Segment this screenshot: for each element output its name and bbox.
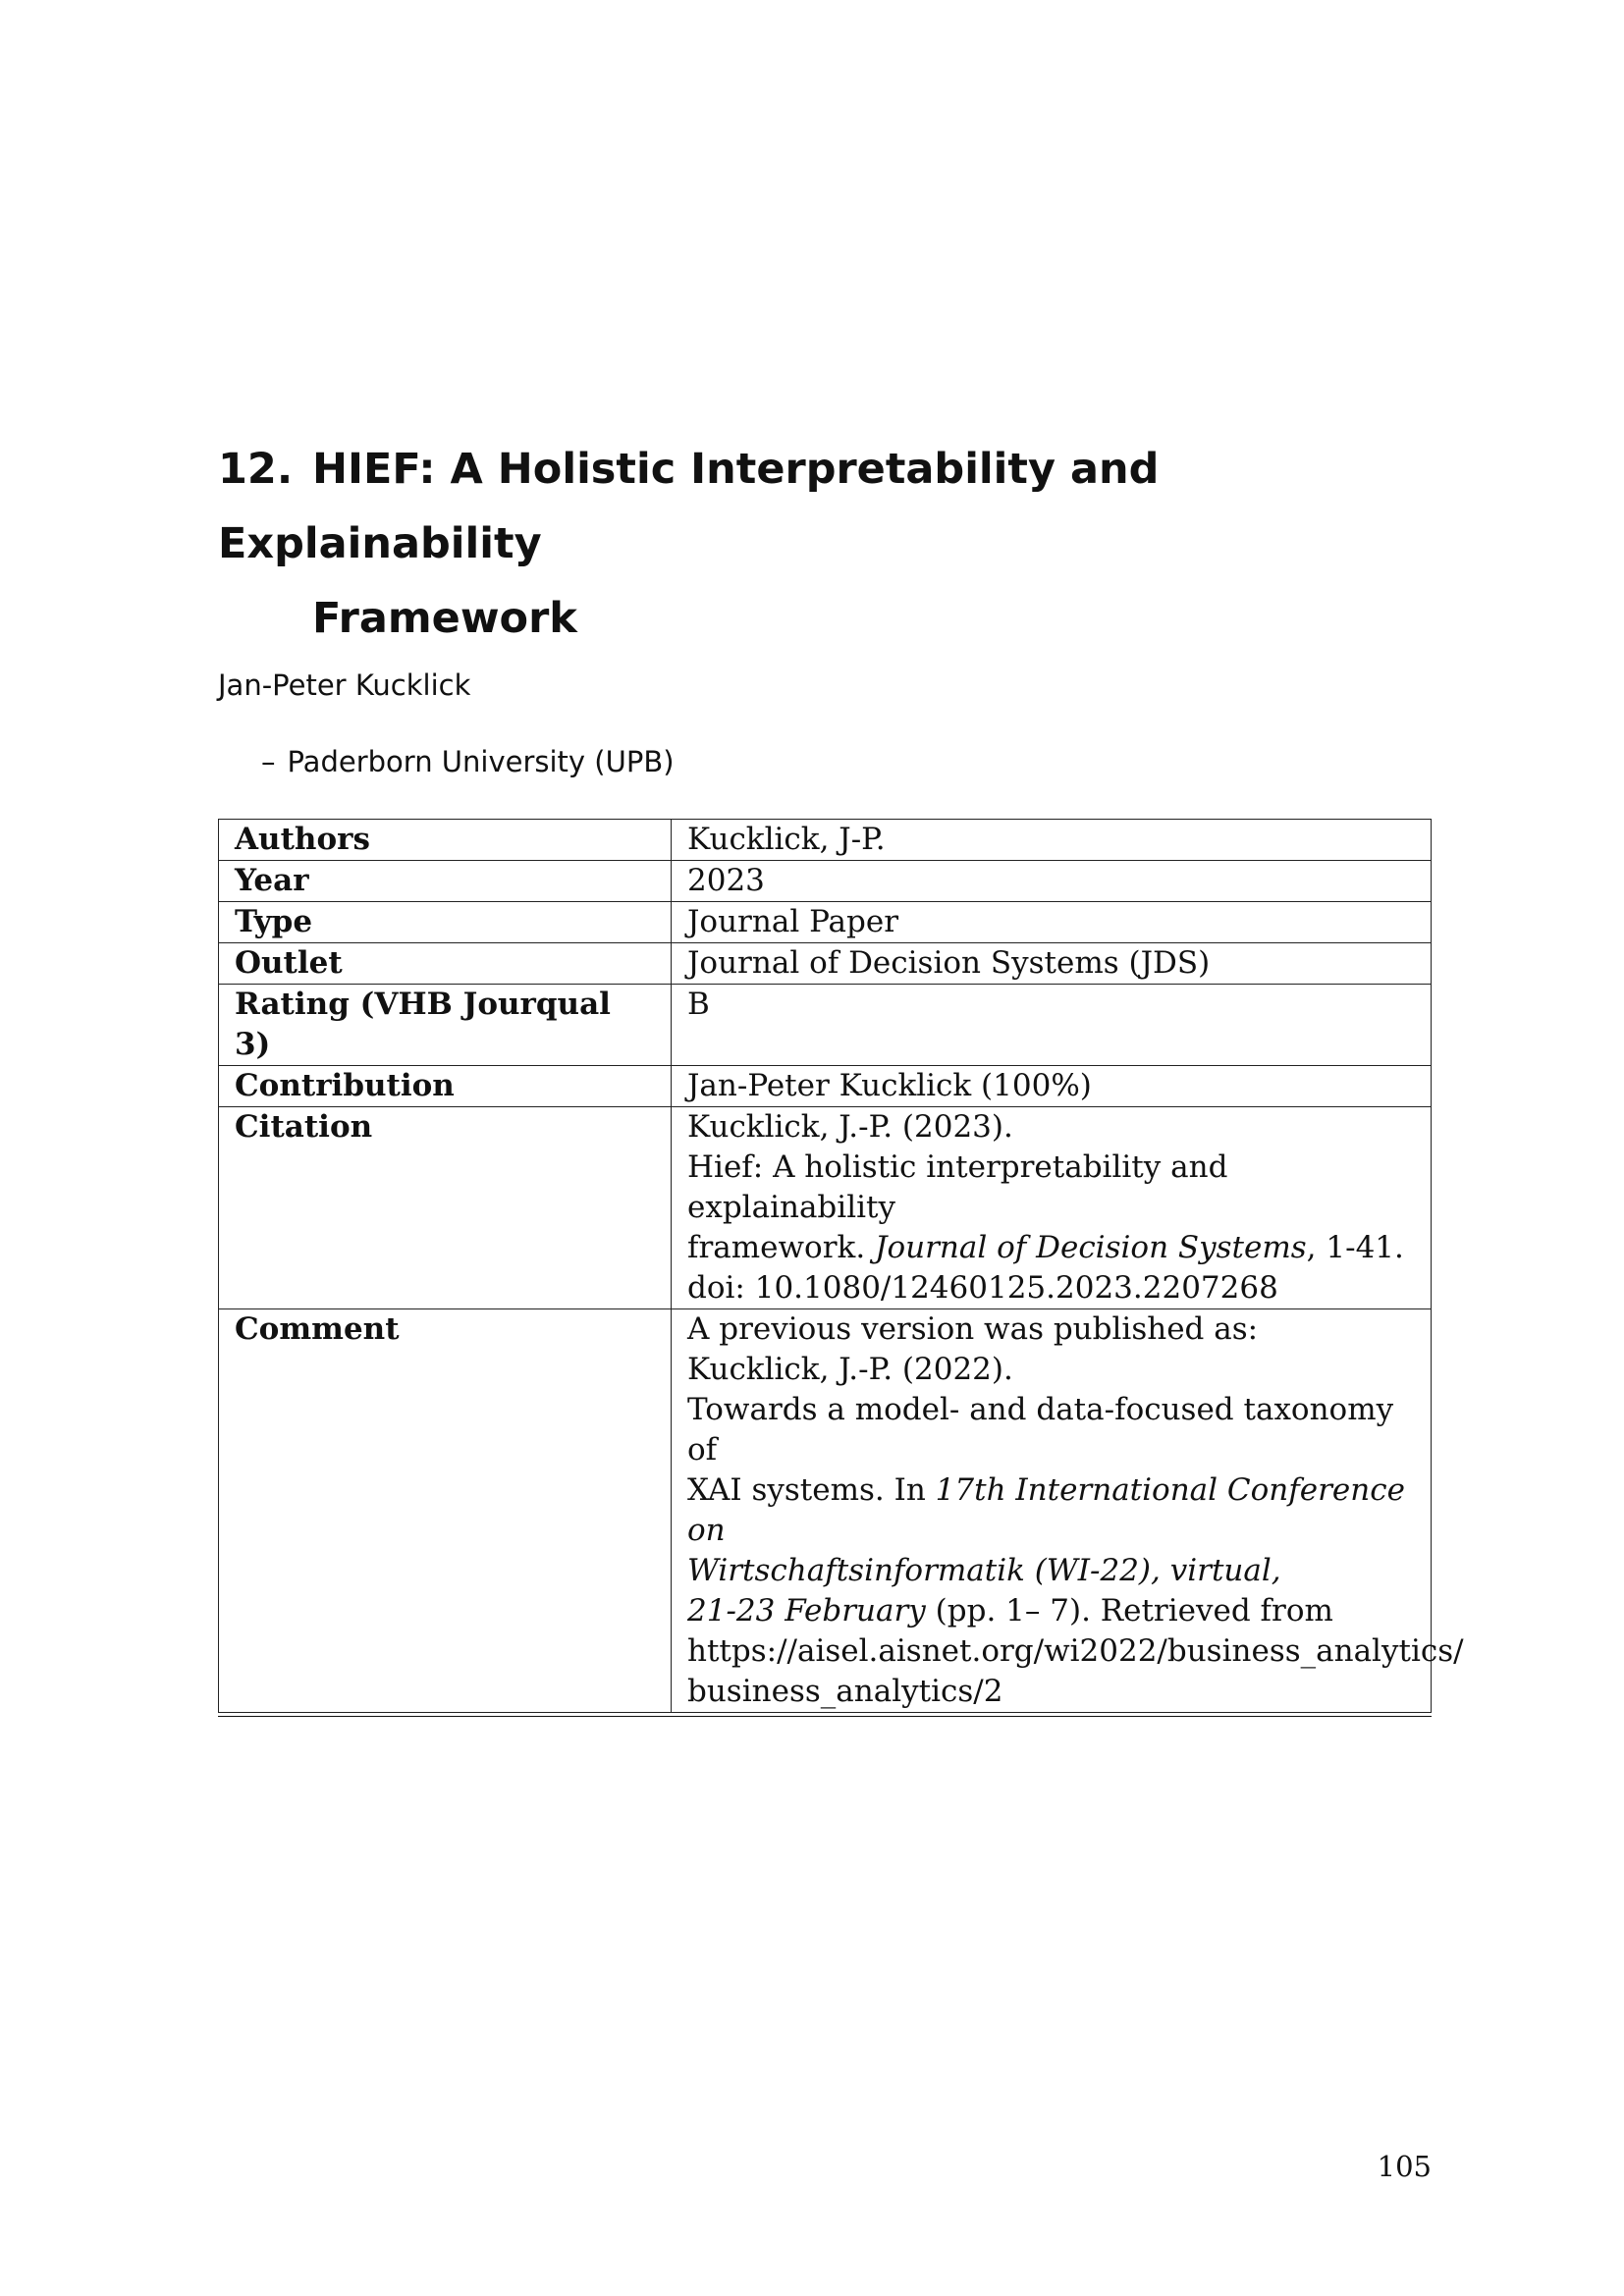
table-row-authors <box>219 820 1432 861</box>
chapter-title-line-2: Framework <box>312 594 577 643</box>
outlet-value: Journal of Decision Systems (JDS) <box>672 943 1432 985</box>
comment-line-6-text: (pp. 1– 7). Retrieved from <box>925 1593 1333 1629</box>
comment-url-line-2: business_analytics/2 <box>687 1674 1003 1709</box>
table-row-type <box>219 902 1432 943</box>
rating-key: Rating (VHB Jourqual 3) <box>219 985 672 1066</box>
comment-conference-date: 21-23 February <box>687 1593 926 1629</box>
type-key: Type <box>219 902 672 943</box>
year-key: Year <box>219 861 672 902</box>
table-row-contribution <box>219 1066 1432 1107</box>
page-number: 105 <box>1377 2150 1432 2183</box>
chapter-number: 12. <box>218 445 294 494</box>
comment-value <box>672 1309 1464 1713</box>
comment-line-4-text: XAI systems. In <box>687 1472 936 1508</box>
chapter-title-line-1 <box>218 432 1435 581</box>
citation-key: Citation <box>219 1107 672 1309</box>
comment-conference-name: 17th International Conference on <box>687 1472 1405 1548</box>
publication-table <box>218 819 1464 1713</box>
citation-value <box>672 1107 1432 1309</box>
citation-pages: , 1-41. <box>1306 1230 1404 1265</box>
chapter-title-text-1: HIEF: A Holistic Interpretability and Explainability <box>218 445 1160 568</box>
rating-value: B <box>672 985 1432 1066</box>
comment-key: Comment <box>219 1309 672 1713</box>
table-row-rating <box>219 985 1432 1066</box>
citation-doi: doi: 10.1080/12460125.2023.2207268 <box>687 1270 1278 1306</box>
table-row-citation <box>219 1107 1432 1309</box>
affiliation <box>261 742 675 781</box>
citation-line-1: Kucklick, J.-P. (2023). <box>687 1109 1013 1145</box>
table-row-comment <box>219 1309 1432 1713</box>
comment-line-6 <box>687 1591 1415 1631</box>
comment-line-5: Wirtschaftsinformatik (WI-22), virtual, <box>687 1553 1281 1588</box>
contribution-value: Jan-Peter Kucklick (100%) <box>672 1066 1432 1107</box>
table-row-outlet <box>219 943 1432 985</box>
comment-line-1: A previous version was published as: <box>687 1311 1259 1347</box>
citation-journal-name: Journal of Decision Systems <box>875 1230 1307 1265</box>
comment-line-3: Towards a model- and data-focused taxonomy of <box>687 1392 1394 1468</box>
publication-table-wrapper <box>218 819 1464 1717</box>
affiliation-dash: – <box>261 745 276 778</box>
authors-key: Authors <box>219 820 672 861</box>
author-name: Jan-Peter Kucklick <box>218 668 471 702</box>
contribution-key: Contribution <box>219 1066 672 1107</box>
outlet-key: Outlet <box>219 943 672 985</box>
authors-value: Kucklick, J-P. <box>672 820 1432 861</box>
citation-line-2: Hief: A holistic interpretability and explainability <box>687 1149 1228 1225</box>
type-value: Journal Paper <box>672 902 1432 943</box>
citation-line-3 <box>687 1228 1415 1268</box>
comment-line-4 <box>687 1470 1415 1551</box>
affiliation-name: Paderborn University (UPB) <box>287 745 675 778</box>
comment-line-2: Kucklick, J.-P. (2022). <box>687 1352 1013 1387</box>
chapter-heading <box>218 432 1435 656</box>
year-value: 2023 <box>672 861 1432 902</box>
citation-line-3-text: framework. <box>687 1230 876 1265</box>
comment-url-line-1: https://aisel.aisnet.org/wi2022/business_analytics/ <box>687 1633 1464 1669</box>
table-row-year <box>219 861 1432 902</box>
